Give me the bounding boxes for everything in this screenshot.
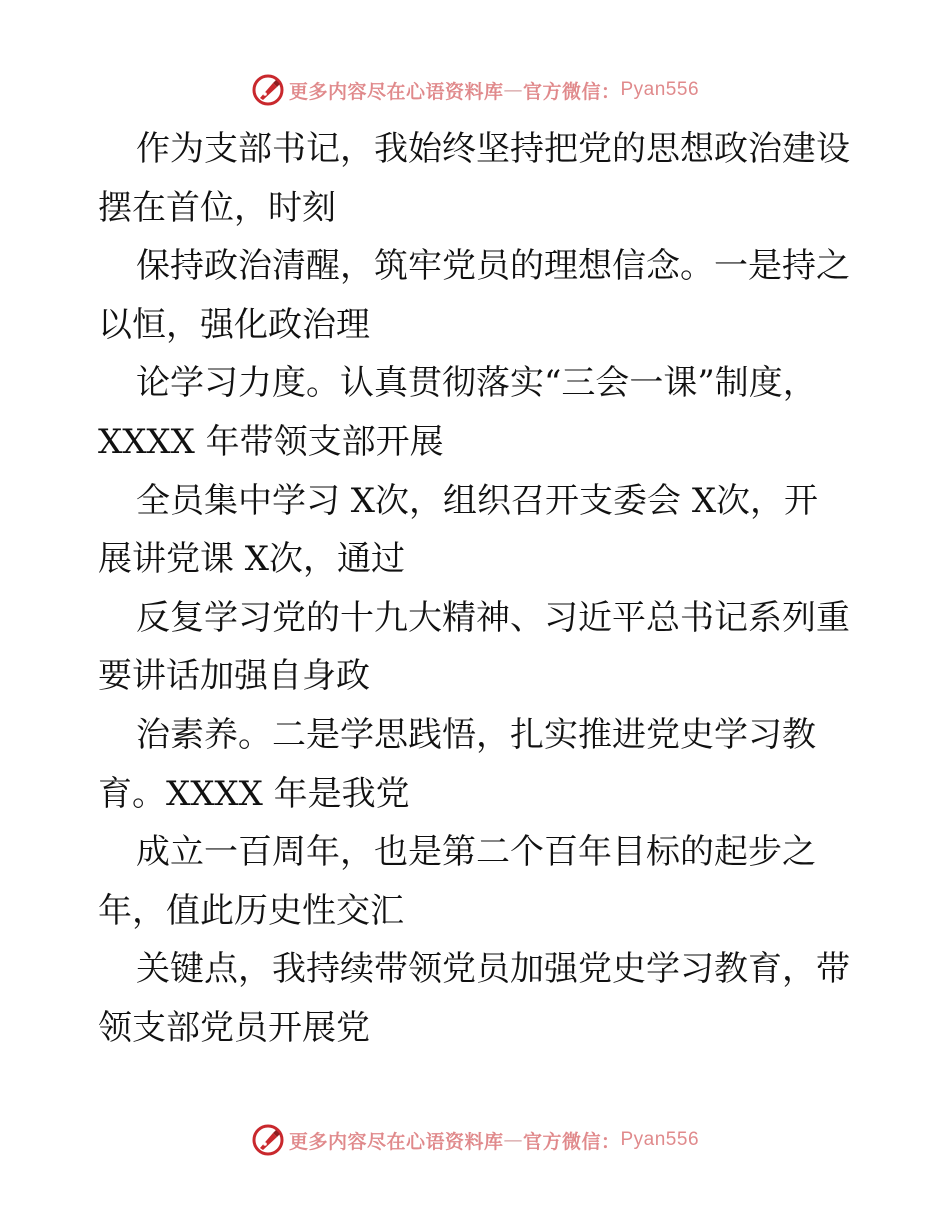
banner-text: 更多内容尽在心语资料库 bbox=[288, 1130, 504, 1153]
banner-wechat-handle: Pyan556 bbox=[620, 1129, 700, 1150]
banner-separator: — bbox=[503, 1129, 523, 1151]
text-line: 论学习力度。认真贯彻落实“三会一课”制度， bbox=[136, 363, 817, 404]
banner-wechat-label: 官方微信： bbox=[522, 80, 621, 103]
text-line: 育。XXXX 年是我党 bbox=[98, 773, 410, 814]
banner-text: 更多内容尽在心语资料库 bbox=[288, 80, 504, 103]
text-line: 关键点，我持续带领党员加强党史学习教育，带 bbox=[136, 949, 850, 990]
text-line: 年，值此历史性交汇 bbox=[98, 890, 404, 931]
text-line: 作为支部书记，我始终坚持把党的思想政治建设 bbox=[136, 129, 850, 169]
text-line: 以恒，强化政治理 bbox=[98, 304, 370, 345]
pen-logo-icon bbox=[251, 73, 285, 107]
text-line: 治素养。二是学思践悟，扎实推进党史学习教 bbox=[136, 714, 816, 755]
text-line: 全员集中学习 X次，组织召开支委会 X次，开 bbox=[136, 480, 819, 521]
body-text bbox=[98, 120, 868, 1058]
text-line: 领支部党员开展党 bbox=[98, 1007, 370, 1048]
text-line: 展讲党课 X次，通过 bbox=[98, 539, 406, 580]
text-line: 要讲话加强自身政 bbox=[98, 656, 370, 697]
banner-wechat-label: 官方微信： bbox=[522, 1130, 621, 1153]
text-line: 保持政治清醒，筑牢党员的理想信念。一是持之 bbox=[136, 246, 850, 287]
text-line: 摆在首位，时刻 bbox=[98, 187, 336, 228]
text-line: XXXX 年带领支部开展 bbox=[98, 421, 444, 462]
text-line: 反复学习党的十九大精神、习近平总书记系列重 bbox=[136, 597, 850, 638]
footer-watermark-banner bbox=[0, 1120, 950, 1160]
text-line: 成立一百周年，也是第二个百年目标的起步之 bbox=[136, 832, 816, 873]
pen-logo-icon bbox=[251, 1123, 285, 1157]
header-watermark-banner bbox=[0, 70, 950, 110]
banner-wechat-handle: Pyan556 bbox=[620, 79, 700, 100]
banner-separator: — bbox=[503, 79, 523, 101]
